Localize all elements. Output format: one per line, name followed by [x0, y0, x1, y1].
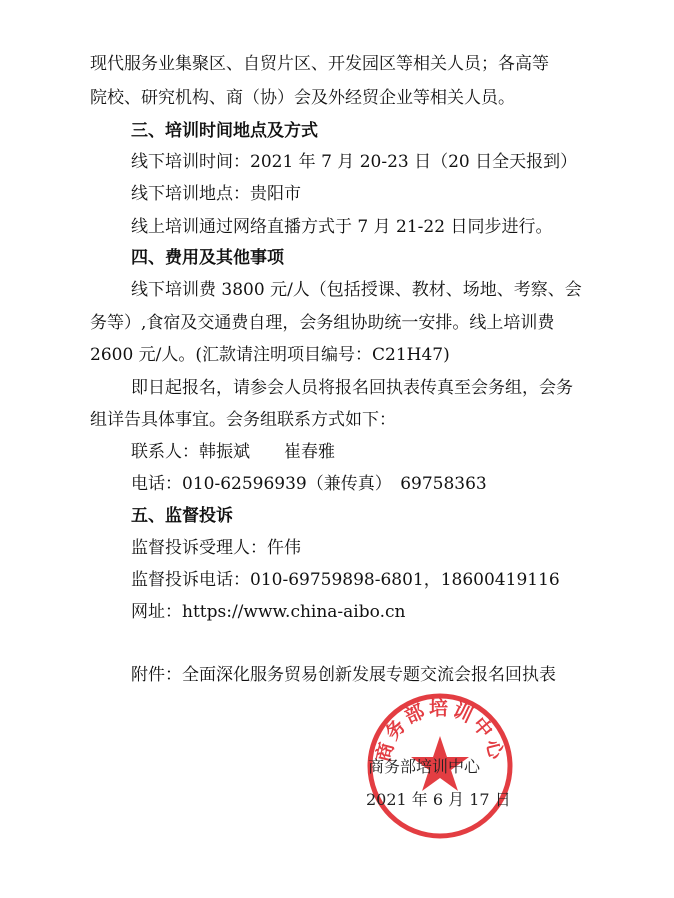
body-text-line: 线下培训时间：2021 年 7 月 20-23 日（20 日全天报到） — [131, 152, 578, 172]
body-text-line: 务等）,食宿及交通费自理，会务组协助统一安排。线上培训费 — [90, 313, 555, 333]
issuer-name: 商务部培训中心 — [368, 757, 481, 776]
body-text-line: 院校、研究机构、商（协）会及外经贸企业等相关人员。 — [90, 88, 515, 108]
contact-phone: 电话：010-62596939（兼传真） 69758363 — [131, 474, 487, 494]
body-text-line: 线上培训通过网络直播方式于 7 月 21-22 日同步进行。 — [131, 217, 553, 237]
section-heading-5: 五、监督投诉 — [131, 506, 233, 526]
attachment-line: 附件：全面深化服务贸易创新发展专题交流会报名回执表 — [131, 665, 556, 685]
svg-text:商务部培训中心: 商务部培训中心 — [372, 697, 508, 765]
website-line: 网址：https://www.china-aibo.cn — [131, 602, 406, 622]
body-text-line: 现代服务业集聚区、自贸片区、开发园区等相关人员；各高等 — [90, 54, 549, 74]
body-text-line: 组详告具体事宜。会务组联系方式如下： — [90, 410, 396, 430]
body-text-line: 即日起报名，请参会人员将报名回执表传真至会务组，会务 — [131, 378, 573, 398]
issue-date: 2021 年 6 月 17 日 — [366, 790, 511, 809]
body-text-line: 线下培训费 3800 元/人（包括授课、教材、场地、考察、会 — [131, 280, 582, 300]
body-text-line: 线下培训地点：贵阳市 — [131, 184, 301, 204]
section-heading-3: 三、培训时间地点及方式 — [131, 121, 318, 141]
body-text-line: 2600 元/人。(汇款请注明项目编号：C21H47) — [90, 345, 450, 365]
section-heading-4: 四、费用及其他事项 — [131, 248, 284, 268]
complaint-contact: 监督投诉受理人：仵伟 — [131, 538, 301, 558]
contact-person: 联系人：韩振斌 崔春雅 — [131, 442, 335, 462]
complaint-phone: 监督投诉电话：010-69759898-6801，18600419116 — [131, 570, 560, 590]
